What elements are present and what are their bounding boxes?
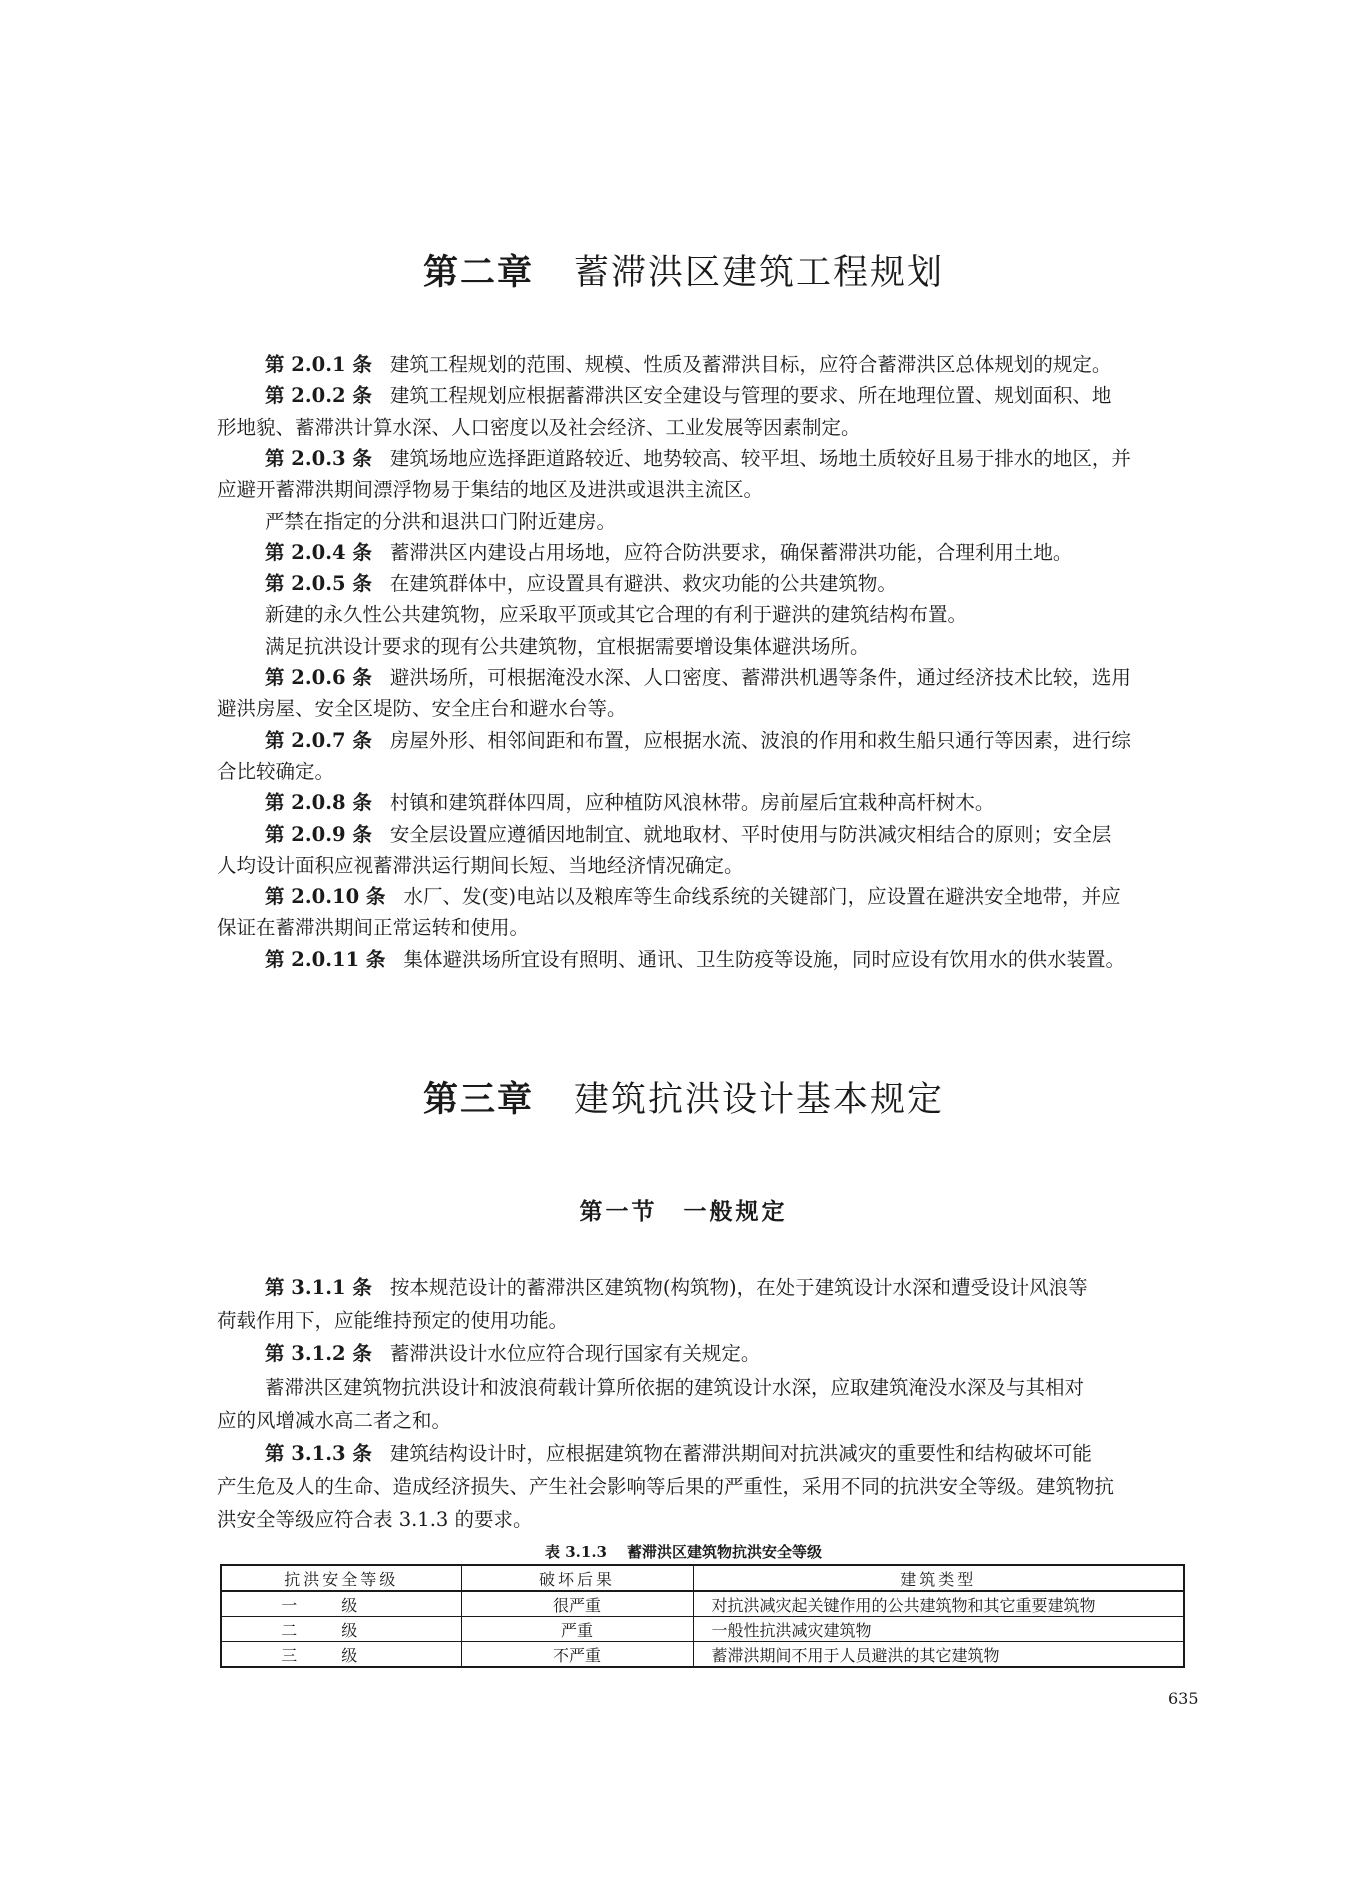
clause-text: 合比较确定。: [217, 759, 335, 783]
paragraph-continuation-line: [217, 1308, 568, 1334]
clause-text: 在建筑群体中，应设置具有避洪、救灾功能的公共建筑物。: [389, 572, 897, 596]
clause-text: 建筑工程规划应根据蓄滞洪区安全建设与管理的要求、所在地理位置、规划面积、地: [389, 384, 1112, 408]
paragraph-line: [265, 1275, 1088, 1301]
paragraph-line: [265, 602, 967, 628]
clause-number: 第 2.0.8 条: [265, 791, 372, 815]
clause-text: 蓄滞洪区内建设占用场地，应符合防洪要求，确保蓄滞洪功能，合理利用土地。: [389, 540, 1073, 564]
clause-text: 房屋外形、相邻间距和布置，应根据水流、波浪的作用和救生船只通行等因素，进行综: [389, 728, 1131, 752]
cell-consequence: 不严重: [461, 1642, 693, 1668]
paragraph-continuation-line: [217, 853, 744, 879]
section-1-heading: [0, 1193, 1367, 1226]
table-row: [221, 1617, 1184, 1642]
table-caption: [0, 1541, 1367, 1562]
clause-text: 新建的永久性公共建筑物，应采取平顶或其它合理的有利于避洪的建筑结构布置。: [265, 603, 968, 627]
clause-text: 严禁在指定的分洪和退洪口门附近建房。: [265, 509, 617, 533]
clause-number: 第 2.0.3 条: [265, 446, 372, 470]
paragraph-line: [265, 446, 1131, 472]
clause-number: 第 2.0.9 条: [265, 822, 372, 846]
cell-building-type: 一般性抗洪减灾建筑物: [693, 1617, 1184, 1642]
clause-number: 第 3.1.3 条: [265, 1442, 372, 1465]
clause-text: 按本规范设计的蓄滞洪区建筑物(构筑物)，在处于建筑设计水深和遭受设计风浪等: [389, 1276, 1088, 1299]
cell-grade: 一级: [221, 1591, 461, 1617]
clause-text: 蓄滞洪区建筑物抗洪设计和波浪荷载计算所依据的建筑设计水深，应取建筑淹没水深及与其相对: [265, 1375, 1085, 1399]
cell-grade: 二级: [221, 1617, 461, 1642]
paragraph-continuation-line: [217, 696, 627, 722]
table-row: [221, 1591, 1184, 1617]
clause-text: 应的风增减水高二者之和。: [217, 1408, 452, 1432]
paragraph-line: [265, 540, 1072, 566]
table-caption-number: 表 3.1.3: [545, 1543, 607, 1561]
table-header-row: [221, 1565, 1184, 1591]
clause-text: 安全层设置应遵循因地制宜、就地取材、平时使用与防洪减灾相结合的原则；安全层: [389, 822, 1112, 846]
table-row: [221, 1642, 1184, 1668]
section-1-number: 第一节: [579, 1199, 658, 1225]
clause-number: 第 2.0.10 条: [265, 885, 386, 909]
chapter-3-title: 建筑抗洪设计基本规定: [574, 1080, 945, 1120]
cell-consequence: 严重: [461, 1617, 693, 1642]
cell-building-type: 对抗洪减灾起关键作用的公共建筑物和其它重要建筑物: [693, 1591, 1184, 1617]
paragraph-line: [265, 1441, 1092, 1467]
clause-text: 建筑结构设计时，应根据建筑物在蓄滞洪期间对抗洪减灾的重要性和结构破坏可能: [389, 1442, 1092, 1465]
clause-number: 第 2.0.6 条: [265, 666, 372, 689]
clause-text: 建筑场地应选择距道路较近、地势较高、较平坦、场地土质较好且易于排水的地区，并: [389, 446, 1131, 470]
paragraph-line: [265, 509, 616, 535]
paragraph-continuation-line: [217, 1474, 1114, 1500]
chapter-2-title: 蓄滞洪区建筑工程规划: [574, 253, 945, 293]
clause-text: 形地貌、蓄滞洪计算水深、人口密度以及社会经济、工业发展等因素制定。: [217, 415, 861, 439]
chapter-3-number: 第三章: [422, 1080, 534, 1120]
clause-text: 洪安全等级应符合表 3.1.3 的要求。: [217, 1508, 533, 1532]
paragraph-continuation-line: [217, 1507, 533, 1533]
paragraph-line: [265, 790, 994, 816]
cell-building-type: 蓄滞洪期间不用于人员避洪的其它建筑物: [693, 1642, 1184, 1668]
clause-text: 产生危及人的生命、造成经济损失、产生社会影响等后果的严重性，采用不同的抗洪安全等级。建筑物抗: [217, 1475, 1115, 1499]
cell-consequence: 很严重: [461, 1591, 693, 1617]
paragraph-line: [265, 1375, 1084, 1401]
clause-number: 第 2.0.2 条: [265, 384, 372, 408]
header-grade: 抗洪安全等级: [221, 1565, 461, 1591]
paragraph-continuation-line: [217, 1408, 451, 1434]
paragraph-continuation-line: [217, 477, 763, 503]
paragraph-continuation-line: [217, 415, 861, 441]
clause-text: 满足抗洪设计要求的现有公共建筑物，宜根据需要增设集体避洪场所。: [265, 634, 870, 658]
paragraph-line: [265, 383, 1111, 409]
clause-text: 应避开蓄滞洪期间漂浮物易于集结的地区及进洪或退洪主流区。: [217, 478, 764, 502]
clause-number: 第 2.0.1 条: [265, 353, 372, 376]
clause-number: 第 2.0.7 条: [265, 728, 372, 752]
paragraph-line: [265, 884, 1121, 910]
clause-number: 第 2.0.5 条: [265, 572, 372, 596]
clause-number: 第 2.0.4 条: [265, 540, 372, 564]
paragraph-line: [265, 728, 1131, 754]
page-number: 635: [1168, 1689, 1199, 1708]
clause-text: 蓄滞洪设计水位应符合现行国家有关规定。: [389, 1342, 761, 1366]
paragraph-line: [265, 947, 1125, 973]
paragraph-continuation-line: [217, 915, 529, 941]
clause-text: 避洪房屋、安全区堤防、安全庄台和避水台等。: [217, 697, 627, 721]
paragraph-line: [265, 665, 1131, 691]
clause-text: 避洪场所，可根据淹没水深、人口密度、蓄滞洪机遇等条件，通过经济技术比较，选用: [389, 666, 1131, 689]
table-caption-title: 蓄滞洪区建筑物抗洪安全等级: [626, 1543, 822, 1561]
clause-number: 第 3.1.1 条: [265, 1276, 372, 1299]
clause-text: 水厂、发(变)电站以及粮库等生命线系统的关键部门，应设置在避洪安全地带，并应: [403, 885, 1121, 909]
paragraph-line: [265, 822, 1111, 848]
paragraph-line: [265, 634, 870, 660]
clause-text: 人均设计面积应视蓄滞洪运行期间长短、当地经济情况确定。: [217, 853, 744, 877]
paragraph-line: [265, 352, 1111, 378]
header-building-type: 建筑类型: [693, 1565, 1184, 1591]
clause-text: 村镇和建筑群体四周，应种植防风浪林带。房前屋后宜栽种高杆树木。: [389, 791, 995, 815]
header-consequence: 破坏后果: [461, 1565, 693, 1591]
paragraph-line: [265, 1341, 760, 1367]
chapter-2-number: 第二章: [422, 253, 534, 293]
clause-text: 荷载作用下，应能维持预定的使用功能。: [217, 1309, 569, 1333]
clause-text: 集体避洪场所宜设有照明、通讯、卫生防疫等设施，同时应设有饮用水的供水装置。: [403, 947, 1125, 971]
clause-number: 第 2.0.11 条: [265, 947, 386, 971]
clause-text: 建筑工程规划的范围、规模、性质及蓄滞洪目标，应符合蓄滞洪区总体规划的规定。: [389, 353, 1112, 376]
paragraph-continuation-line: [217, 759, 334, 785]
clause-number: 第 3.1.2 条: [265, 1342, 372, 1366]
chapter-2-heading: [0, 245, 1367, 295]
section-1-title: 一般规定: [683, 1199, 788, 1225]
safety-grade-table: [220, 1564, 1185, 1668]
cell-grade: 三级: [221, 1642, 461, 1668]
chapter-3-heading: [0, 1072, 1367, 1122]
paragraph-line: [265, 571, 897, 597]
clause-text: 保证在蓄滞洪期间正常运转和使用。: [217, 916, 530, 940]
